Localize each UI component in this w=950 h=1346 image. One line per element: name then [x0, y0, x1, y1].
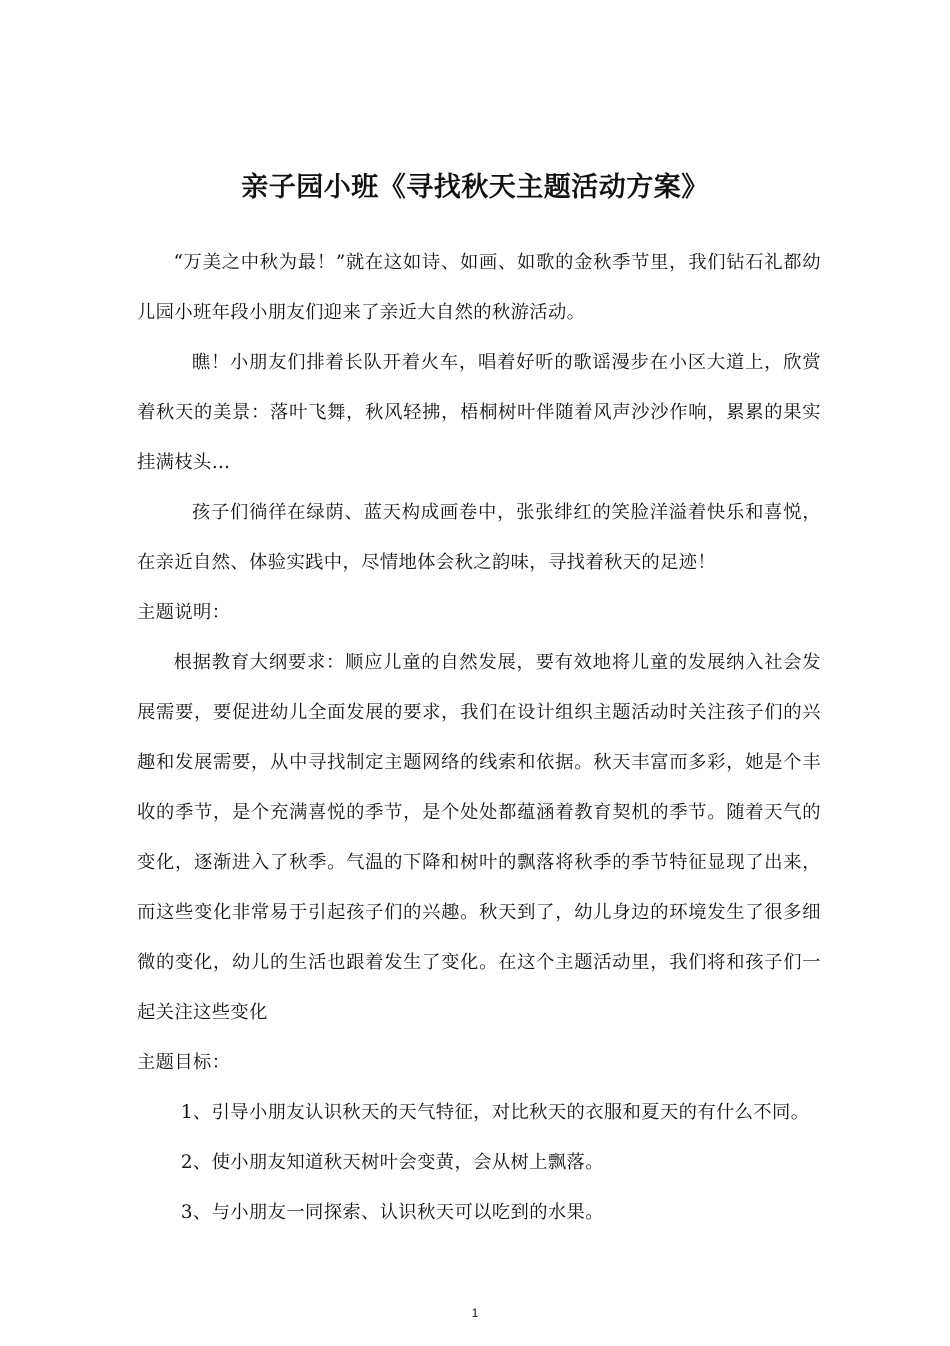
theme-description-heading: 主题说明： — [137, 602, 231, 623]
intro-paragraph-3: 孩子们徜徉在绿荫、蓝天构成画卷中，张张绯红的笑脸洋溢着快乐和喜悦，在亲近自然、体验实践中，尽情地体会秋之韵味，寻找着秋天的足迹！ — [137, 502, 821, 573]
intro-paragraph-2: 瞧！小朋友们排着长队开着火车，唱着好听的歌谣漫步在小区大道上，欣赏着秋天的美景：落叶飞舞，秋风轻拂，梧桐树叶伴随着风声沙沙作响，累累的果实挂满枝头… — [137, 352, 821, 473]
intro-paragraph-1: “万美之中秋为最！”就在这如诗、如画、如歌的金秋季节里，我们钻石礼都幼儿园小班年段小朋友们迎来了亲近大自然的秋游活动。 — [137, 252, 821, 323]
theme-description-paragraph: 根据教育大纲要求：顺应儿童的自然发展，要有效地将儿童的发展纳入社会发展需要，要促进幼儿全面发展的要求，我们在设计组织主题活动时关注孩子们的兴趣和发展需要，从中寻找制定主题网络的线索和依据。秋天丰富而多彩，她是个丰收的季节，是个充满喜悦的季节，是个处处都蕴涵着教育契机的季节。随着天气的变化，逐渐进入了秋季。气温的下降和树叶的飘落将秋季的季节特征显现了出来，而这些变化非常易于引起孩子们的兴趣。秋天到了，幼儿身边的环境发生了很多细微的变化，幼儿的生活也跟着发生了变化。在这个主题活动里，我们将和孩子们一起关注这些变化 — [137, 652, 821, 1023]
theme-goal-item-1: 1、引导小朋友认识秋天的天气特征，对比秋天的衣服和夏天的有什么不同。 — [180, 1102, 810, 1123]
page-number: 1 — [471, 1306, 479, 1320]
theme-goal-item-3: 3、与小朋友一同探索、认识秋天可以吃到的水果。 — [180, 1202, 604, 1223]
document-body — [137, 238, 821, 1238]
document-title: 亲子园小班《寻找秋天主题活动方案》 — [241, 172, 709, 204]
theme-goal-item-2: 2、使小朋友知道秋天树叶会变黄，会从树上飘落。 — [180, 1152, 604, 1173]
theme-goals-heading: 主题目标： — [137, 1052, 231, 1073]
